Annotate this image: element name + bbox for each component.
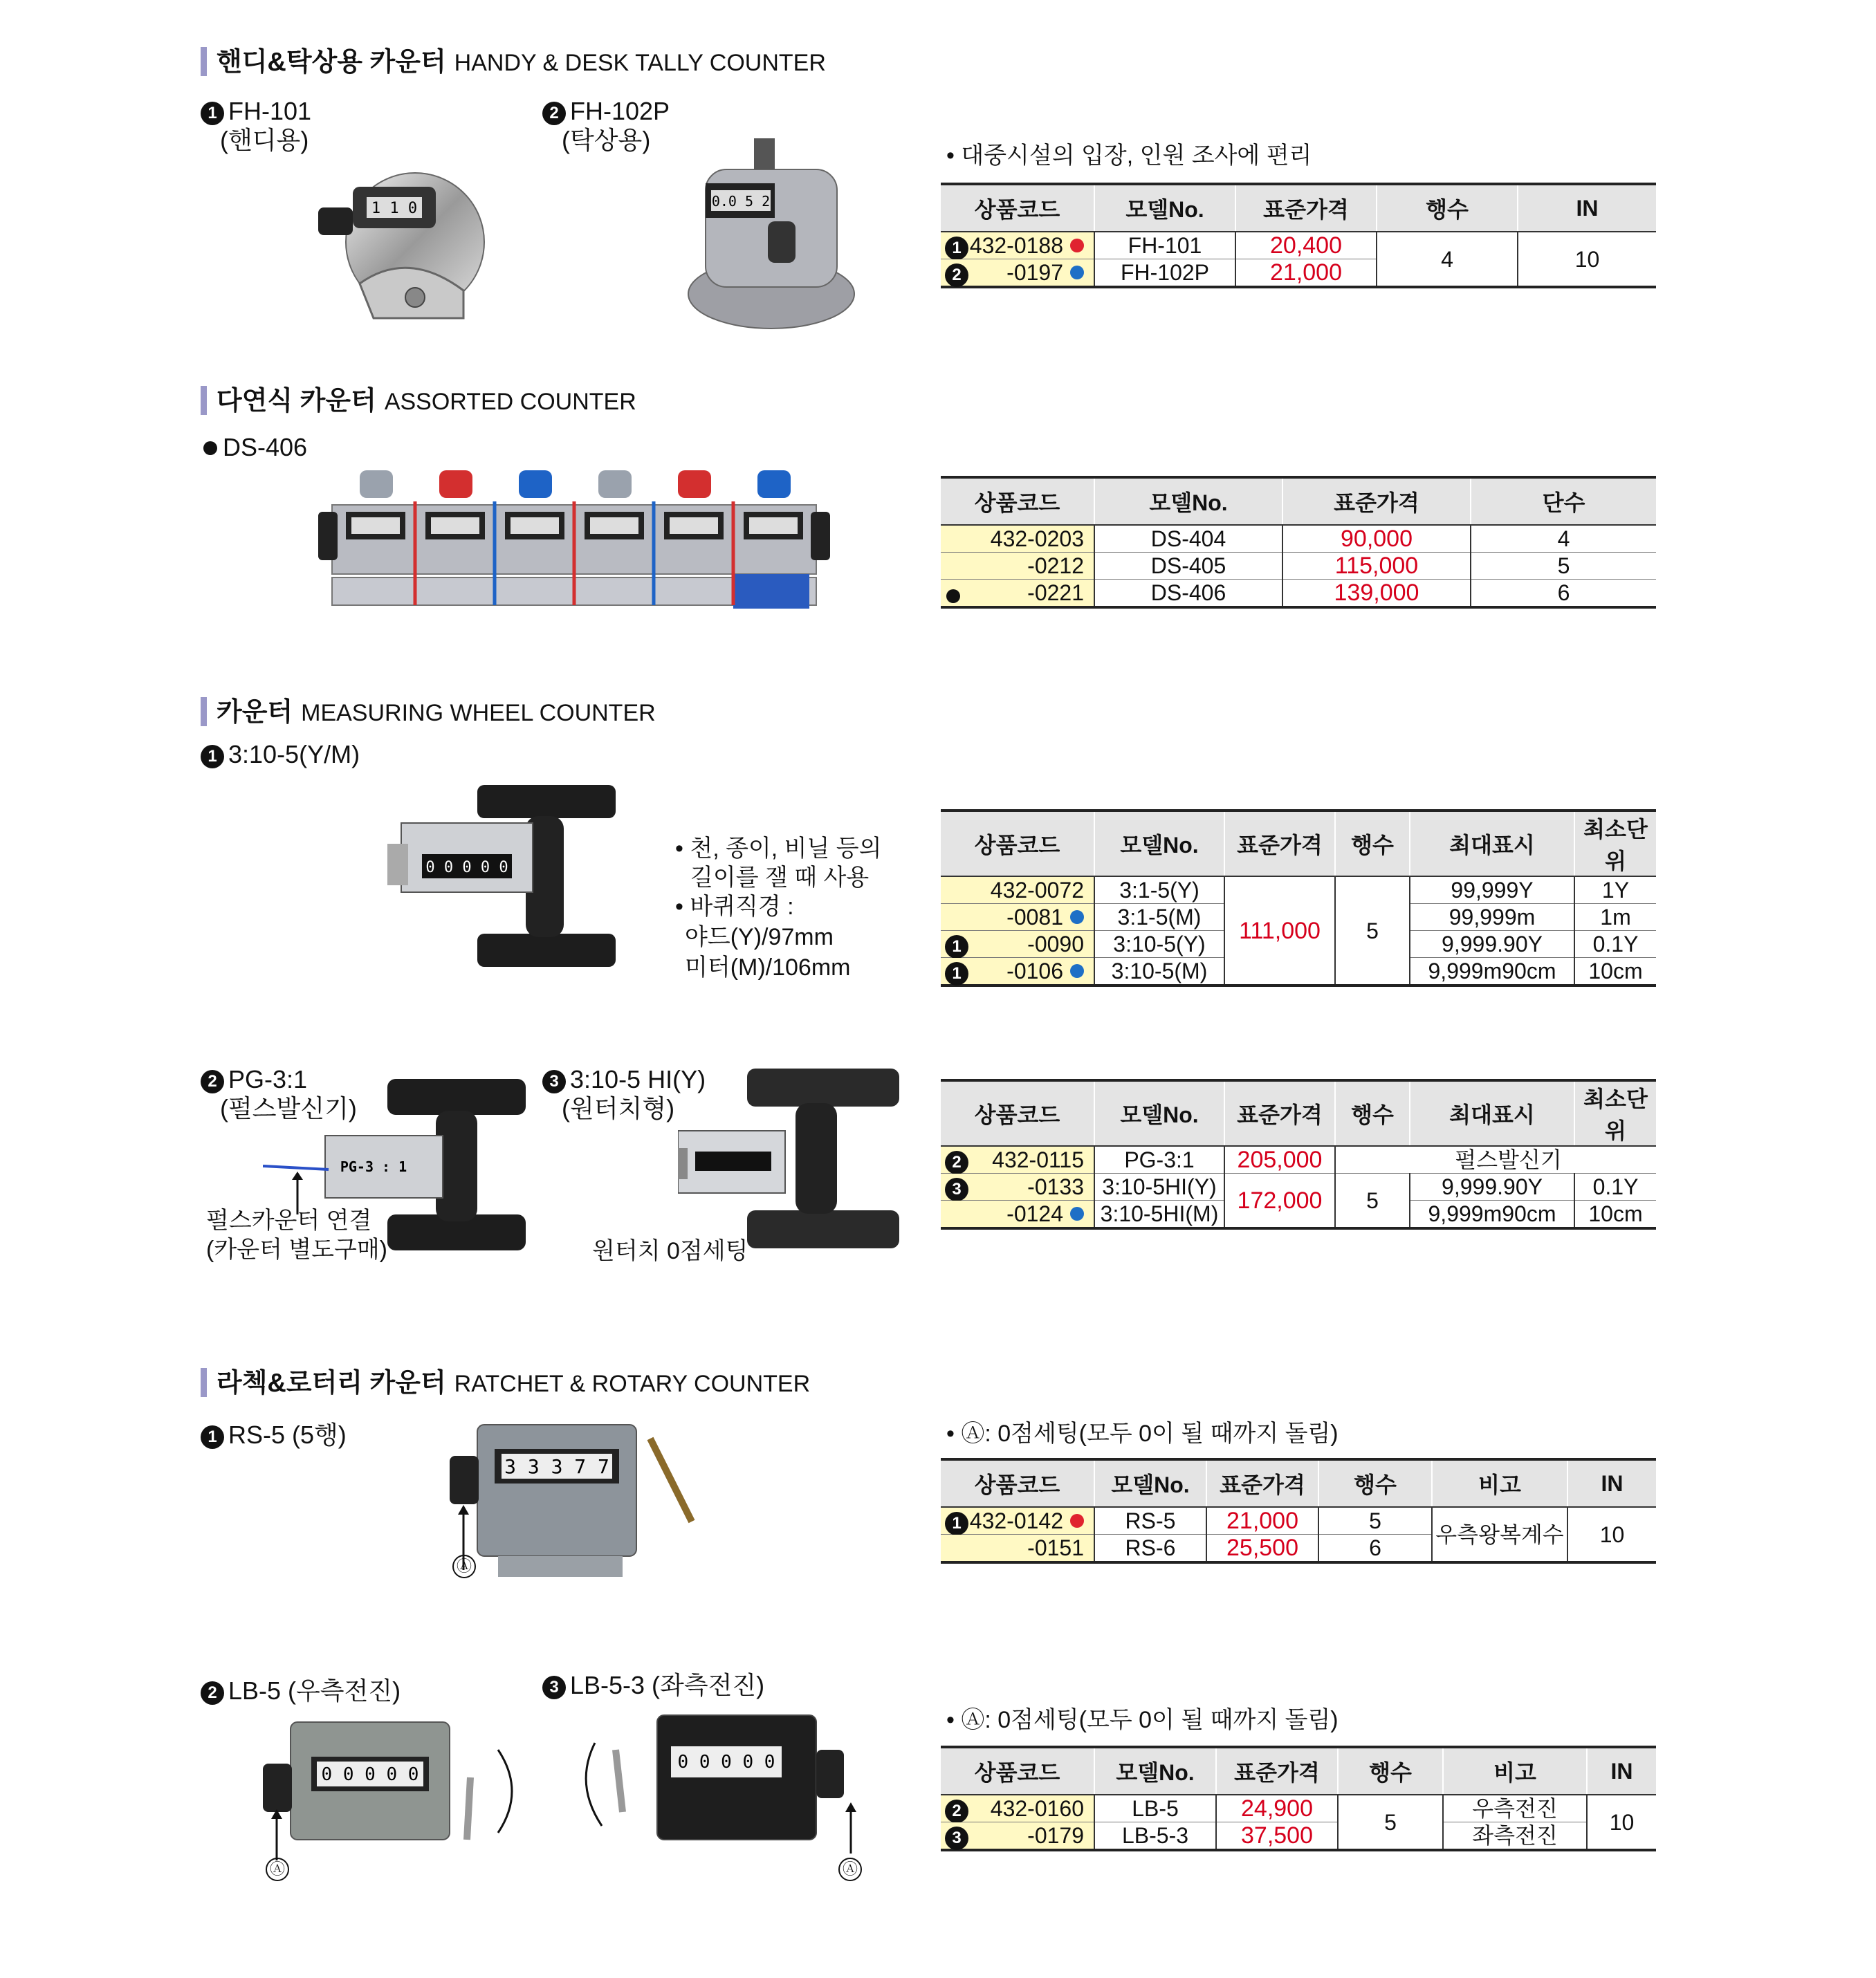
th-price: 표준가격 xyxy=(1235,184,1377,232)
section-title-ratchet: 라첵&로터리 카운터 RATCHET & ROTARY COUNTER xyxy=(201,1367,810,1401)
wheel-note-2: 길이를 잴 때 사용 xyxy=(690,865,870,891)
table-row: 1 432-0142 RS-5 21,000 5 우측왕복계수 10 xyxy=(941,1507,1656,1535)
ratchet-note-2: • Ⓐ: 0점세팅(모두 0이 될 때까지 돌림) xyxy=(946,1707,1339,1733)
section-title-assorted: 다연식 카운터 ASSORTED COUNTER xyxy=(201,385,636,418)
table-lb: 상품코드 모델No. 표준가격 행수 비고 IN 2 432-0160 LB-5 24,900 5 우측전진 10 3 -0179 LB-5-3 37,500 좌측전진 xyxy=(941,1746,1656,1851)
product-label-pg31: 2 PG-3:1 xyxy=(201,1065,307,1094)
ds406-photo xyxy=(318,456,837,629)
product-sublabel-pg31: (펄스발신기) xyxy=(220,1094,357,1122)
table-row: 2 -0197 FH-102P 21,000 xyxy=(941,259,1656,288)
table-row: 432-0203 DS-404 90,000 4 xyxy=(941,525,1656,553)
product-label-fh102p: 2 FH-102P xyxy=(542,97,670,126)
table-wheel: 상품코드 모델No. 표준가격 행수 최대표시 최소단위 432-0072 3:1-5(Y) 111,000 5 99,999Y 1Y -0081 3:1-5(M) 99,999m 1m 1 -0090 3:10-5(Y) 9,999.90Y 0.1Y 1 -0106 3:10-5(M) 9,999m90cm 10cm xyxy=(941,809,1656,987)
wheel-counter-photo xyxy=(387,782,623,975)
wheel-note-1: • 천, 종이, 비닐 등의 xyxy=(675,835,882,862)
table-row: 1 -0090 3:10-5(Y) 9,999.90Y 0.1Y xyxy=(941,931,1656,958)
product-label-lb5: 2 LB-5 (우측전진) xyxy=(201,1676,401,1706)
pulse-note-2: (카운터 별도구매) xyxy=(206,1237,387,1263)
product-label-wheel1: 1 3:10-5(Y/M) xyxy=(201,740,360,769)
circle-a-lb53: Ⓐ xyxy=(838,1858,862,1881)
table-row: -0212 DS-405 115,000 5 xyxy=(941,553,1656,580)
wheel-note-5: 미터(M)/106mm xyxy=(685,954,851,981)
cell-code: -0197 xyxy=(1006,260,1063,285)
fh102p-photo xyxy=(685,135,858,332)
table-row: 2 432-0160 LB-5 24,900 5 우측전진 10 xyxy=(941,1795,1656,1822)
product-label-lb53: 3 LB-5-3 (좌측전진) xyxy=(542,1671,764,1700)
cell-model: FH-102P xyxy=(1094,259,1235,288)
pulse-note-1: 펄스카운터 연결 xyxy=(206,1208,372,1234)
table-ratchet: 상품코드 모델No. 표준가격 행수 비고 IN 1 432-0142 RS-5 21,000 5 우측왕복계수 10 -0151 RS-6 25,500 6 xyxy=(941,1458,1656,1564)
table-row: 1 432-0188 FH-101 20,400 4 10 xyxy=(941,232,1656,259)
cell-price: 20,400 xyxy=(1235,232,1377,259)
lb53-photo xyxy=(574,1708,872,1874)
table-row: 3 -0133 3:10-5HI(Y) 172,000 5 9,999.90Y 0.1Y xyxy=(941,1174,1656,1201)
table-assorted: 상품코드 모델No. 표준가격 단수 432-0203 DS-404 90,000 4 -0212 DS-405 115,000 5 -0221 DS-406 139,000 6 xyxy=(941,476,1656,609)
lb5-photo xyxy=(256,1715,533,1874)
hi-counter-photo xyxy=(678,1065,906,1259)
fh102p-digits: 0.0 5 2 xyxy=(711,193,771,210)
table-row: -0081 3:1-5(M) 99,999m 1m xyxy=(941,904,1656,931)
table-pulse: 상품코드 모델No. 표준가격 행수 최대표시 최소단위 2 432-0115 PG-3:1 205,000 펄스발신기 3 -0133 3:10-5HI(Y) 172,000 5 9,999.90Y 0.1Y -0124 3:10-5HI(M) 9,999m90cm 10cm xyxy=(941,1079,1656,1230)
cell-price: 21,000 xyxy=(1235,259,1377,288)
fh101-photo xyxy=(311,159,491,332)
tally-note: • 대중시설의 입장, 인원 조사에 편리 xyxy=(946,142,1312,169)
section-title-tally: 핸디&탁상용 카운터 HANDY & DESK TALLY COUNTER xyxy=(201,46,826,80)
onetouch-note: 원터치 0점세팅 xyxy=(592,1238,748,1264)
product-sublabel-hi: (원터치형) xyxy=(562,1094,675,1122)
table-row: 2 432-0115 PG-3:1 205,000 펄스발신기 xyxy=(941,1146,1656,1174)
circle-a-lb5: Ⓐ xyxy=(266,1858,289,1881)
cell-code: 432-0188 xyxy=(969,233,1063,258)
wheel-note-4: 야드(Y)/97mm xyxy=(685,924,834,950)
product-sublabel-fh101: (핸디용) xyxy=(220,126,309,154)
ratchet-note-1: • Ⓐ: 0점세팅(모두 0이 될 때까지 돌림) xyxy=(946,1421,1339,1447)
circle-a-rs5: Ⓐ xyxy=(452,1555,476,1578)
cell-in: 10 xyxy=(1518,232,1656,287)
th-in: IN xyxy=(1518,184,1656,232)
table-row: -0221 DS-406 139,000 6 xyxy=(941,580,1656,608)
th-code: 상품코드 xyxy=(941,184,1094,232)
wheel-note-3: • 바퀴직경 : xyxy=(675,894,794,920)
cell-rows: 4 xyxy=(1377,232,1518,287)
table-row: -0151 RS-6 25,500 6 xyxy=(941,1535,1656,1563)
table-row: -0124 3:10-5HI(M) 9,999m90cm 10cm xyxy=(941,1201,1656,1229)
table-row: 3 -0179 LB-5-3 37,500 좌측전진 xyxy=(941,1822,1656,1851)
rs5-photo xyxy=(443,1418,719,1591)
table-row: 432-0072 3:1-5(Y) 111,000 5 99,999Y 1Y xyxy=(941,876,1656,904)
product-label-rs5: 1 RS-5 (5행) xyxy=(201,1421,347,1450)
th-model: 모델No. xyxy=(1094,184,1235,232)
lb5-digits: 0 0 0 0 0 xyxy=(321,1764,419,1785)
th-rows: 행수 xyxy=(1377,184,1518,232)
product-sublabel-fh102p: (탁상용) xyxy=(562,126,651,154)
lb53-digits: 0 0 0 0 0 xyxy=(677,1752,775,1773)
product-label-fh101: 1 FH-101 xyxy=(201,97,311,126)
pg-plate-text: PG-3 : 1 xyxy=(340,1158,407,1175)
product-label-hi: 3 3:10-5 HI(Y) xyxy=(542,1065,706,1094)
section-title-wheel: 카운터 MEASURING WHEEL COUNTER xyxy=(201,696,656,730)
product-label-ds406: DS-406 xyxy=(201,433,307,462)
wheel-digits: 0 0 0 0 0 xyxy=(425,859,508,876)
rs5-digits: 3 3 3 7 7 xyxy=(504,1455,609,1478)
table-tally xyxy=(941,183,1656,288)
table-row: 1 -0106 3:10-5(M) 9,999m90cm 10cm xyxy=(941,958,1656,986)
cell-model: FH-101 xyxy=(1094,232,1235,259)
fh101-digits: 1 1 0 xyxy=(371,200,418,217)
